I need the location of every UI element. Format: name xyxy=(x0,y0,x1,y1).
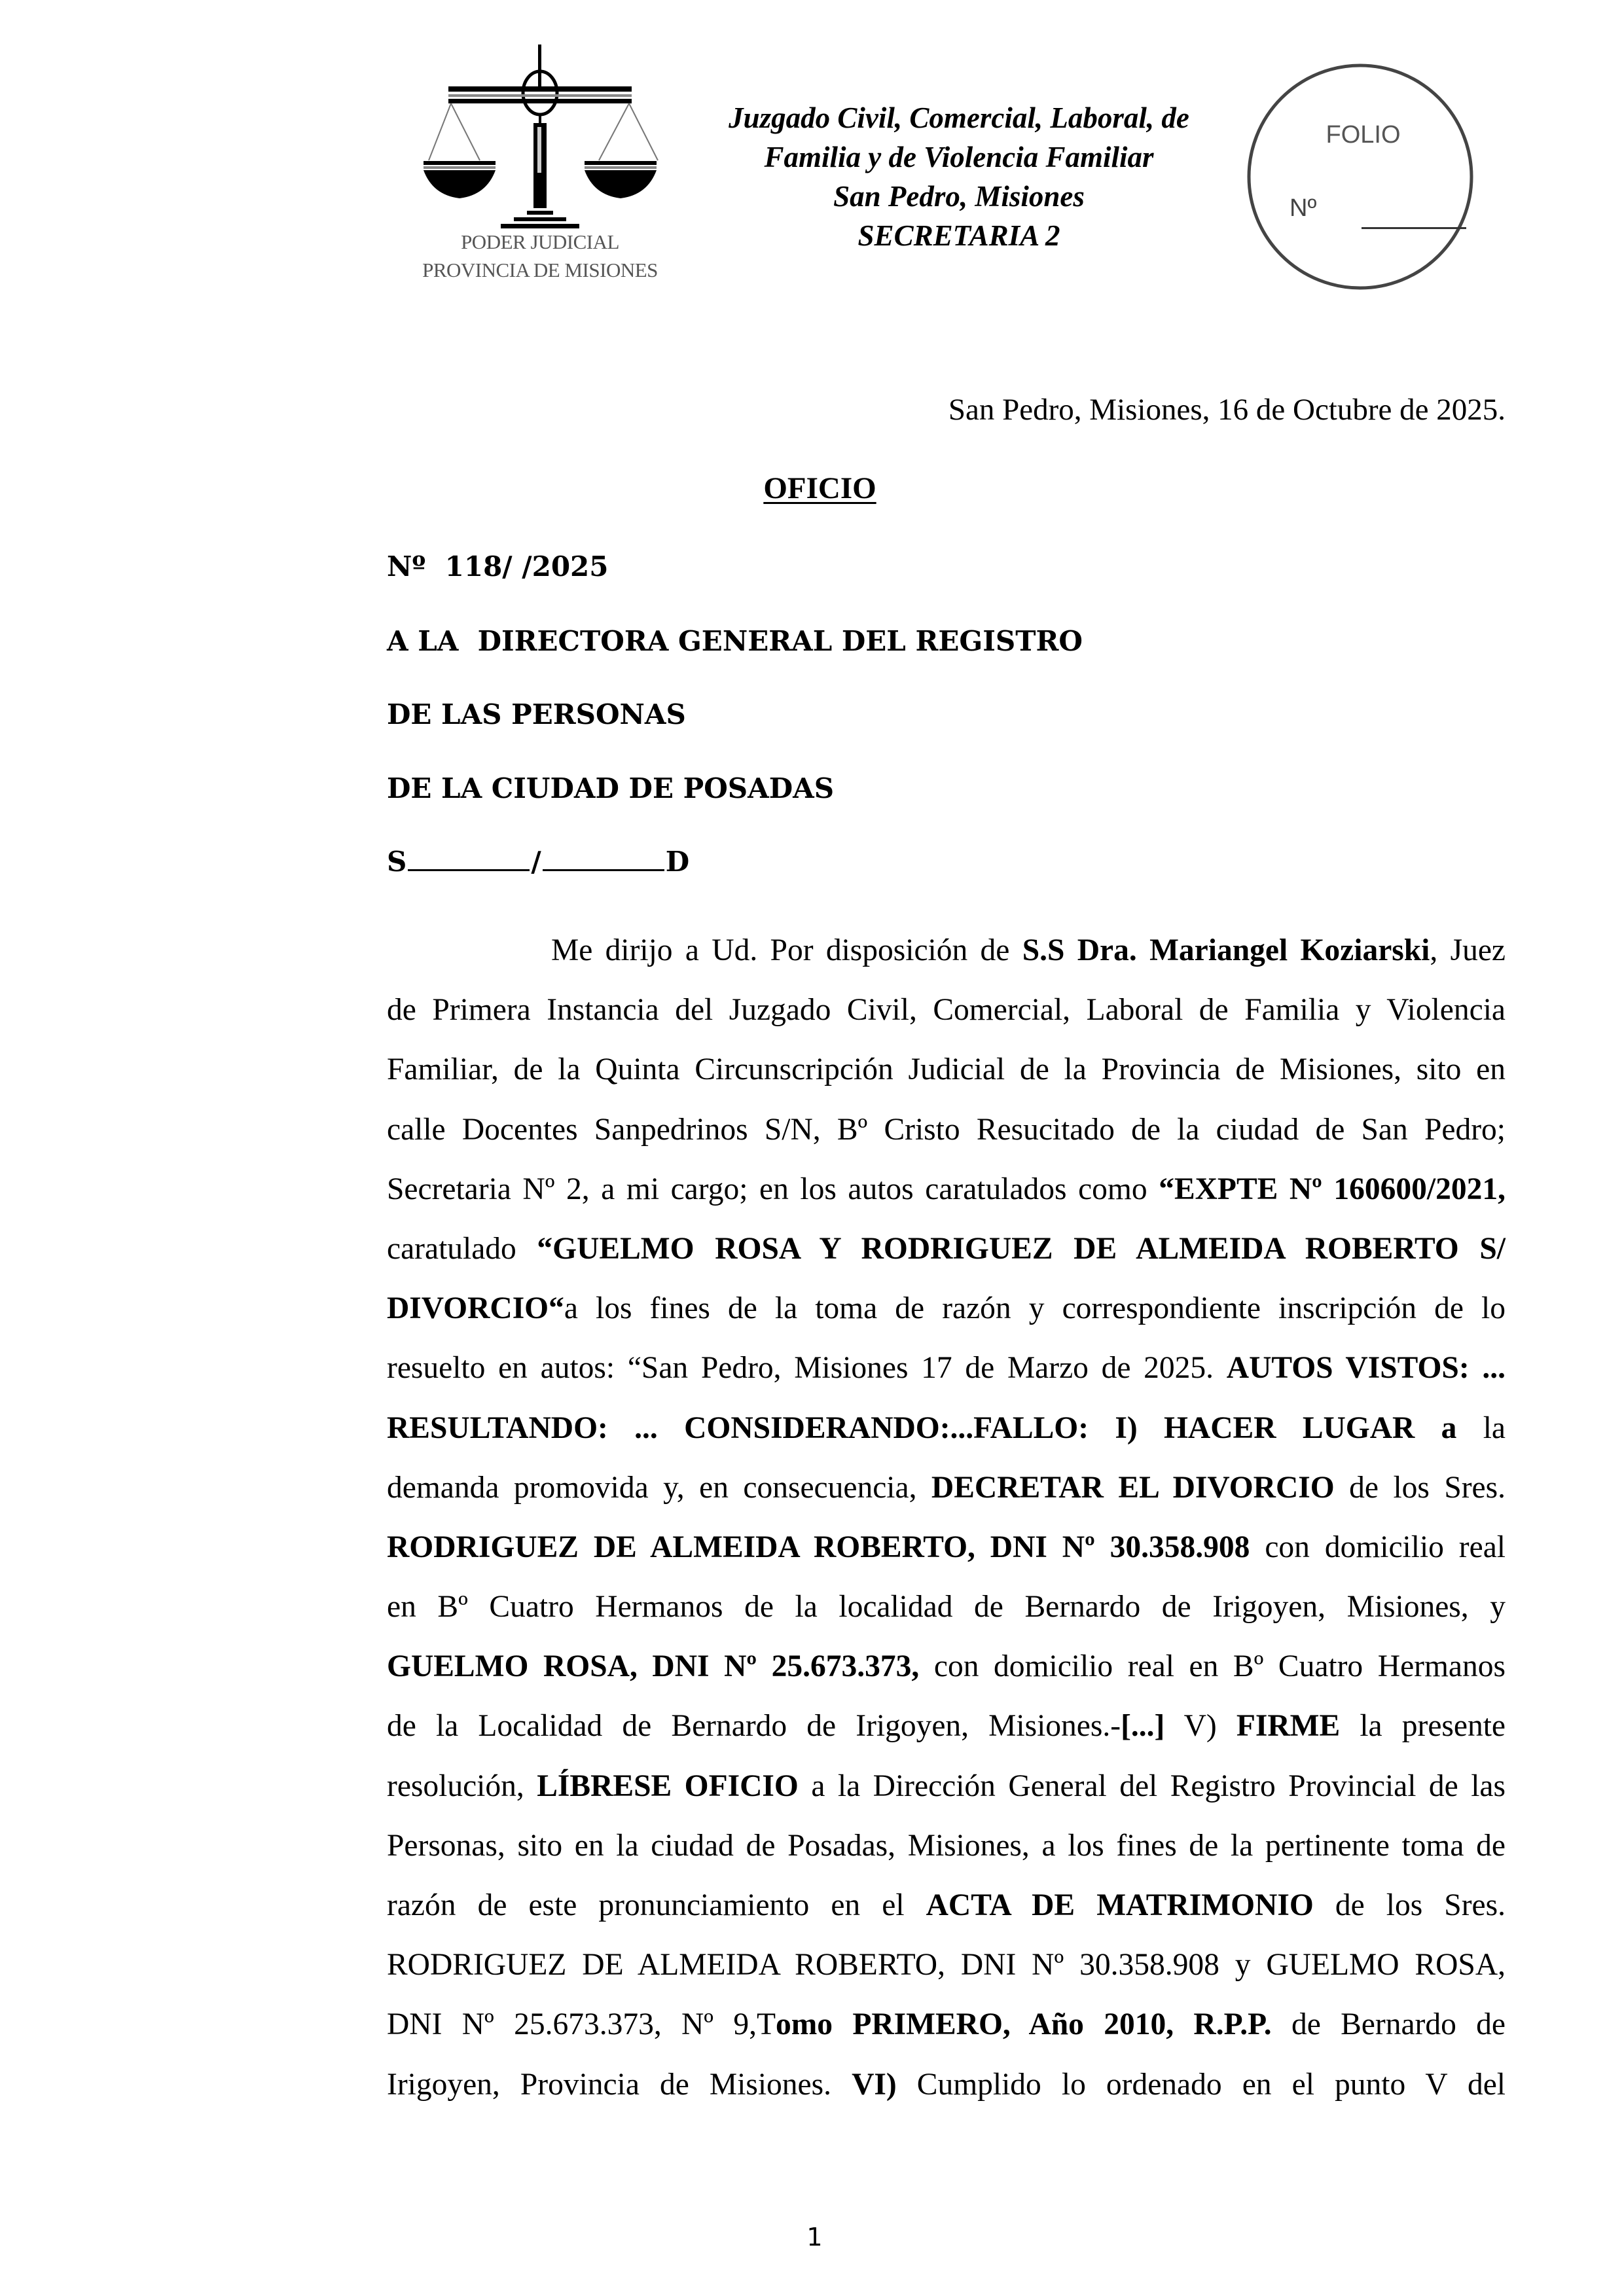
body-line xyxy=(387,1935,1506,1995)
body-text-run: Cumplido lo ordenado en el punto V del xyxy=(896,2067,1506,2102)
oficio-number: Nº 118/ /2025 xyxy=(387,550,609,583)
body-text-run: a la Dirección General del Registro Provincial de las xyxy=(798,1768,1506,1803)
body-text-run: a los fines de la toma de razón y correspondiente inscripción de lo xyxy=(564,1291,1506,1326)
body-bold-run: [...] xyxy=(1121,1709,1165,1744)
body-line xyxy=(387,1995,1506,2054)
body-bold-run: S.S Dra. Mariangel Koziarski xyxy=(1022,933,1430,967)
body-text-run: Secretaria Nº 2, a mi cargo; en los autos caratulados como xyxy=(387,1172,1159,1206)
folio-number-blank xyxy=(1362,227,1466,229)
letter-body xyxy=(387,921,1506,2115)
salutation-end: D xyxy=(665,846,690,878)
body-text-run: RODRIGUEZ DE ALMEIDA ROBERTO, DNI Nº 30.358.908 y GUELMO ROSA, xyxy=(387,1948,1506,1982)
body-line xyxy=(387,1100,1506,1160)
body-line xyxy=(387,1757,1506,1816)
folio-number-label: Nº xyxy=(1290,194,1317,222)
document-title-text: OFICIO xyxy=(763,471,876,505)
letter-date: San Pedro, Misiones, 16 de Octubre de 2025. xyxy=(948,393,1506,427)
body-text-run: la presente xyxy=(1340,1709,1506,1744)
salutation-blank xyxy=(408,844,530,871)
body-bold-run: RESULTANDO: ... CONSIDERANDO:...FALLO: I) HACER LUGAR a xyxy=(387,1410,1457,1445)
body-line xyxy=(387,1219,1506,1279)
body-bold-run: LÍBRESE OFICIO xyxy=(537,1768,799,1803)
body-line xyxy=(387,1040,1506,1100)
body-text-run: de Primera Instancia del Juzgado Civil, Comercial, Laboral de Familia y Violencia xyxy=(387,993,1506,1028)
addressee-line: DE LAS PERSONAS xyxy=(387,698,686,730)
body-line xyxy=(387,1399,1506,1458)
addressee-line: DE LA CIUDAD DE POSADAS xyxy=(387,772,835,804)
court-heading-line: Juzgado Civil, Comercial, Laboral, de xyxy=(729,101,1189,134)
body-line xyxy=(387,1279,1506,1338)
body-text-run: razón de este pronunciamiento en el xyxy=(387,1888,926,1922)
body-bold-run: RODRIGUEZ DE ALMEIDA ROBERTO, DNI Nº 30.358.908 xyxy=(387,1530,1250,1564)
logo-caption-poder-judicial: PODER JUDICIAL xyxy=(461,230,619,253)
body-text-run: calle Docentes Sanpedrinos S/N, Bº Cristo Resucitado de la ciudad de San Pedro; xyxy=(387,1112,1506,1147)
body-text-run: caratulado xyxy=(387,1231,537,1266)
body-text-run: Irigoyen, Provincia de Misiones. xyxy=(387,2067,852,2102)
document-title xyxy=(0,470,1624,507)
logo-caption-provincia: PROVINCIA DE MISIONES xyxy=(422,259,658,281)
body-text-run: en Bº Cuatro Hermanos de la localidad de Bernardo de Irigoyen, Misiones, y xyxy=(387,1590,1506,1624)
addressee-line: A LA DIRECTORA GENERAL DEL REGISTRO xyxy=(387,625,1083,657)
body-text-run: la xyxy=(1456,1410,1506,1445)
folio-stamp xyxy=(1244,62,1476,291)
folio-label: FOLIO xyxy=(1326,121,1401,149)
body-text-run: resolución, xyxy=(387,1768,537,1803)
body-bold-run: AUTOS VISTOS: ... xyxy=(1226,1351,1506,1386)
body-text-run: con domicilio real en Bº Cuatro Hermanos xyxy=(919,1649,1506,1684)
body-line xyxy=(387,921,1506,980)
body-text-run: de Bernardo de xyxy=(1271,2007,1506,2042)
salutation-blank xyxy=(543,844,664,871)
salutation-start: S xyxy=(387,846,407,878)
body-bold-run: ACTA DE MATRIMONIO xyxy=(926,1888,1314,1922)
page-number: 1 xyxy=(806,2223,823,2251)
scales-of-justice-icon xyxy=(409,39,671,229)
body-bold-run: omo PRIMERO, Año 2010, R.P.P. xyxy=(775,2007,1272,2042)
body-line xyxy=(387,2055,1506,2115)
body-bold-run: DECRETAR EL DIVORCIO xyxy=(931,1470,1335,1505)
body-bold-run: “EXPTE Nº 160600/2021, xyxy=(1159,1172,1506,1206)
body-line xyxy=(387,1160,1506,1219)
court-heading-line: SECRETARIA 2 xyxy=(857,219,1060,252)
court-heading-line: San Pedro, Misiones xyxy=(833,180,1085,213)
body-line xyxy=(387,1637,1506,1696)
body-text-run: de la Localidad de Bernardo de Irigoyen, Misiones.- xyxy=(387,1709,1121,1744)
body-bold-run: “GUELMO ROSA Y RODRIGUEZ DE ALMEIDA ROBERTO S/ xyxy=(537,1231,1506,1266)
body-bold-run: GUELMO ROSA, DNI Nº 25.673.373, xyxy=(387,1649,920,1684)
body-line xyxy=(387,1696,1506,1756)
body-text-run: V) xyxy=(1164,1709,1236,1744)
body-text-run: con domicilio real xyxy=(1250,1530,1506,1564)
body-text-run: DNI Nº 25.673.373, Nº 9,T xyxy=(387,2007,776,2042)
body-bold-run: DIVORCIO“ xyxy=(387,1291,564,1326)
body-line xyxy=(387,1338,1506,1398)
poder-judicial-logo xyxy=(409,39,671,295)
salutation-sd xyxy=(387,844,689,880)
court-heading-line: Familia y de Violencia Familiar xyxy=(764,141,1154,173)
body-text-run: de los Sres. xyxy=(1334,1470,1506,1505)
body-text-run: demanda promovida y, en consecuencia, xyxy=(387,1470,931,1505)
body-text-run: resuelto en autos: “San Pedro, Misiones 17 de Marzo de 2025. xyxy=(387,1351,1227,1386)
body-text-run: Personas, sito en la ciudad de Posadas, Misiones, a los fines de la pertinente toma de xyxy=(387,1828,1506,1863)
stamp-circle-icon xyxy=(1244,62,1476,291)
body-text-run: Familiar, de la Quinta Circunscripción Judicial de la Provincia de Misiones, sito en xyxy=(387,1052,1506,1087)
body-text-run: Me dirijo a Ud. Por disposición de xyxy=(551,933,1022,967)
body-line xyxy=(387,1876,1506,1935)
court-heading xyxy=(687,98,1231,255)
salutation-separator: / xyxy=(531,846,541,878)
body-line xyxy=(387,980,1506,1040)
body-line xyxy=(387,1577,1506,1637)
body-line xyxy=(387,1816,1506,1876)
body-bold-run: VI) xyxy=(852,2067,897,2102)
body-text-run: , Juez xyxy=(1430,933,1506,967)
body-line xyxy=(387,1458,1506,1518)
body-bold-run: FIRME xyxy=(1236,1709,1341,1744)
body-text-run: de los Sres. xyxy=(1313,1888,1506,1922)
body-line xyxy=(387,1518,1506,1577)
